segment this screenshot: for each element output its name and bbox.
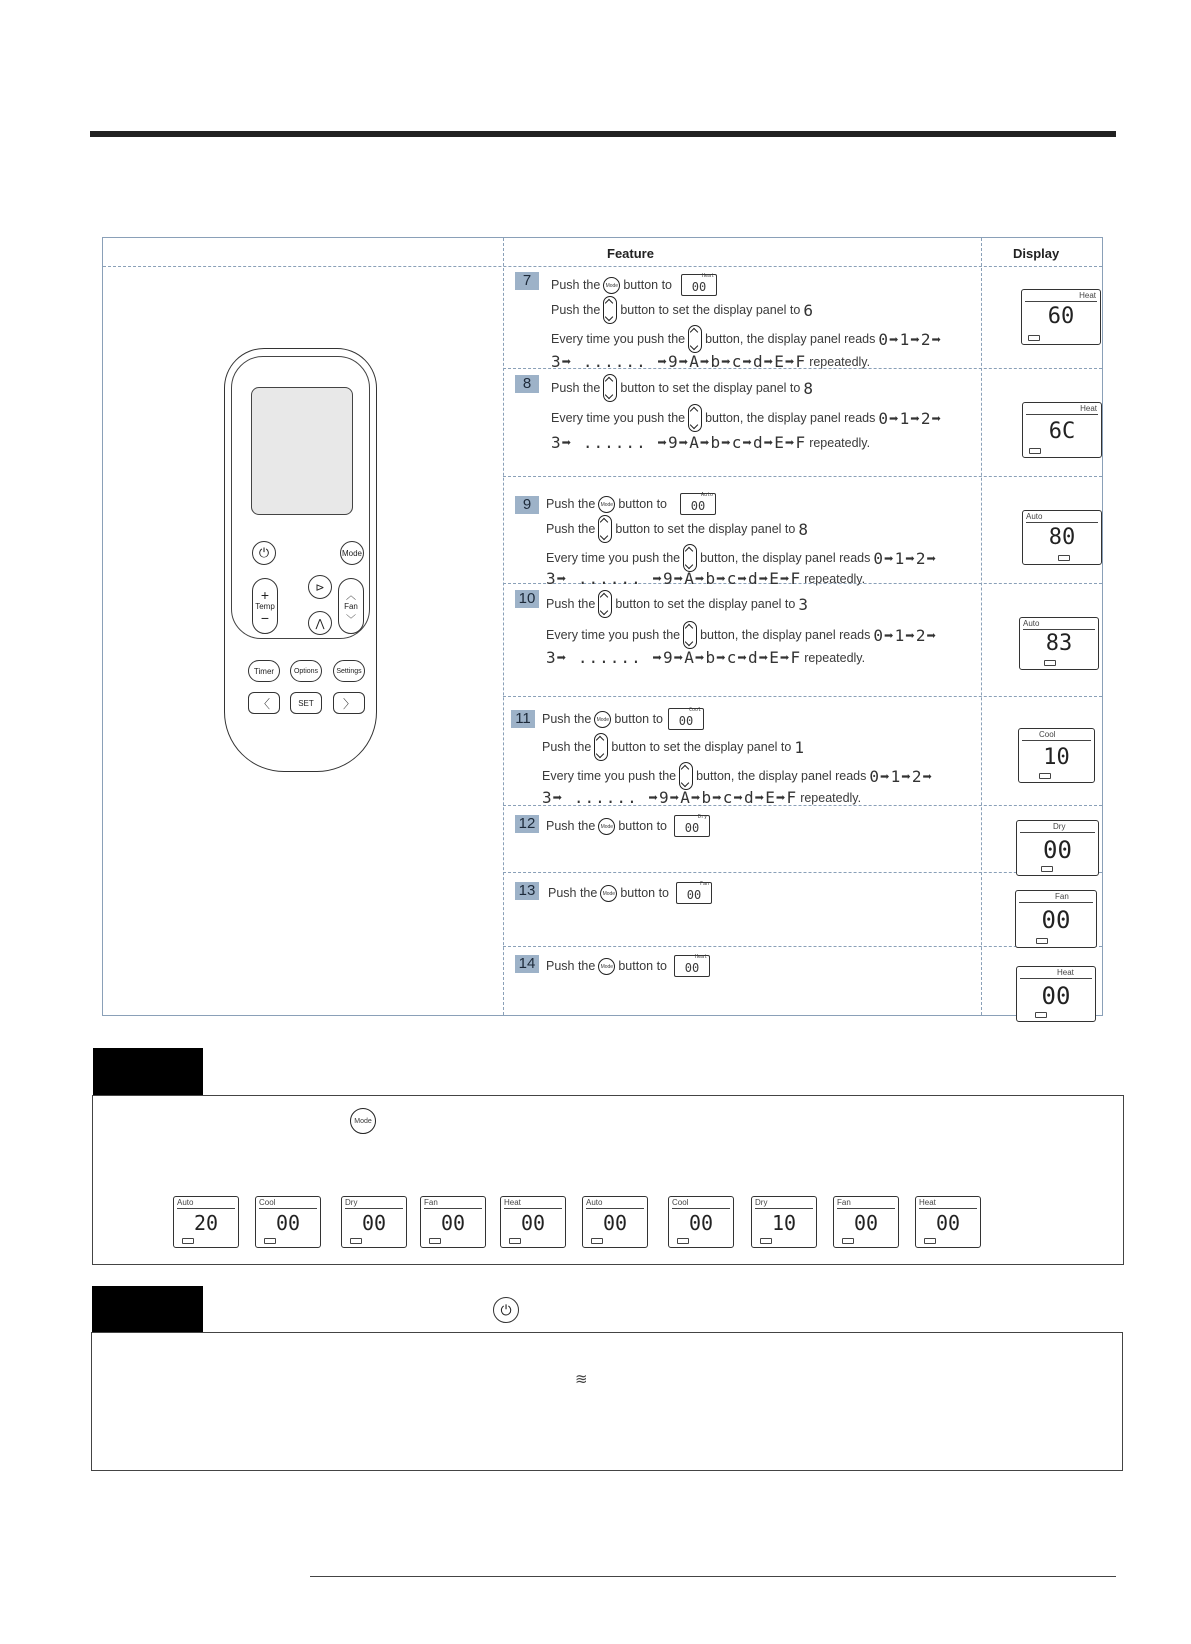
panel-indicator (1044, 660, 1056, 666)
mini-display (676, 882, 712, 904)
text: Push the (546, 819, 596, 833)
panel-value: 00 (1041, 906, 1071, 934)
text: Push the (542, 740, 592, 754)
temp-rocker[interactable] (252, 578, 278, 634)
step-line (546, 648, 865, 667)
fan-label: Fan (344, 601, 358, 611)
sequence: 3➡ ...... ➡9➡A➡b➡c➡d➡E➡F (546, 569, 802, 588)
panel-mode-label: Dry (755, 1198, 768, 1207)
step-number: 9 (515, 496, 539, 514)
display-panel (1015, 890, 1097, 948)
mini-display (680, 493, 716, 515)
panel-indicator (182, 1238, 194, 1244)
mini-display-value: 00 (691, 280, 707, 294)
step-number: 8 (515, 375, 539, 393)
mode-button-icon: Mode (600, 885, 617, 902)
text: Push the (546, 497, 596, 511)
chevron-left-icon: 〈 (257, 696, 270, 711)
step-line (546, 515, 809, 543)
panel-value: 00 (361, 1211, 387, 1235)
text: Push the (546, 959, 596, 973)
text: button to (618, 819, 667, 833)
text: Push the (546, 522, 596, 536)
step-line (551, 296, 814, 324)
text: button to (623, 278, 672, 292)
step-number: 11 (511, 710, 535, 728)
fan-button-icon (598, 515, 612, 543)
panel-value: 00 (602, 1211, 628, 1235)
fan-button-icon (603, 296, 617, 324)
step-number: 12 (515, 815, 539, 833)
panel-indicator (429, 1238, 441, 1244)
power-icon: ⏻ (493, 1297, 519, 1323)
text: button to (618, 959, 667, 973)
fan-button-icon (598, 590, 612, 618)
mini-display-value: 00 (678, 714, 694, 728)
fan-button-icon (688, 404, 702, 432)
mode-sequence-panel (582, 1196, 648, 1248)
header-feature: Feature (607, 246, 654, 261)
panel-value: 00 (1041, 982, 1071, 1010)
mode-sequence-panel (915, 1196, 981, 1248)
panel-mode-label: Auto (177, 1198, 194, 1207)
panel-mode-label: Fan (424, 1198, 438, 1207)
panel-mode-label: Heat (919, 1198, 936, 1207)
panel-indicator (1041, 866, 1053, 872)
panel-value: 00 (688, 1211, 714, 1235)
chevron-right-icon: 〉 (342, 696, 355, 711)
minus-icon: − (260, 609, 270, 626)
panel-indicator (1036, 938, 1048, 944)
display-panel (1022, 510, 1102, 565)
mini-display-label: Heat (701, 273, 714, 279)
panel-value: 60 (1047, 304, 1075, 329)
step-line (542, 762, 933, 790)
panel-value: 00 (520, 1211, 546, 1235)
text: repeatedly. (804, 571, 866, 586)
text: Every time you push the (546, 551, 681, 565)
fan-button-icon (603, 374, 617, 402)
text: button, the display panel reads (700, 551, 871, 565)
text: button to (614, 712, 663, 726)
section-tab (92, 1286, 203, 1333)
sequence: 0➡1➡2➡ (873, 625, 938, 645)
mini-display-label: Cool (688, 707, 701, 713)
mini-display-value: 00 (686, 888, 702, 902)
mini-display (681, 274, 717, 296)
sequence: 0➡1➡2➡ (878, 329, 943, 349)
row-divider (503, 696, 1102, 697)
header-divider (103, 266, 1102, 267)
mode-sequence-panel (341, 1196, 407, 1248)
left-button[interactable] (248, 692, 280, 714)
mode-sequence-panel (751, 1196, 817, 1248)
fan-button-icon (594, 733, 608, 761)
mini-display (674, 815, 710, 837)
fan-rocker[interactable] (338, 578, 364, 634)
mini-display (668, 708, 704, 730)
panel-value: 00 (440, 1211, 466, 1235)
fan-button-icon (683, 544, 697, 572)
text: Push the (551, 303, 601, 317)
row-divider (503, 476, 1102, 477)
row-divider (503, 872, 1102, 873)
text: repeatedly. (809, 435, 871, 450)
header-bar (90, 131, 1116, 137)
mode-sequence-panel (255, 1196, 321, 1248)
text: Push the (551, 278, 601, 292)
panel-mode-label: Dry (345, 1198, 358, 1207)
section-tab (93, 1048, 203, 1096)
panel-value: 10 (771, 1211, 797, 1235)
text: button to set the display panel to (611, 740, 792, 754)
panel-mode-label: Auto (1026, 512, 1043, 521)
panel-value: 00 (935, 1211, 961, 1235)
step-line (542, 733, 805, 761)
panel-value: 3 (798, 594, 809, 614)
panel-indicator (509, 1238, 521, 1244)
mini-display-label: Fan (699, 881, 709, 887)
panel-mode-label: Fan (837, 1198, 851, 1207)
power-button[interactable]: ⏻ (252, 541, 276, 565)
display-panel (1022, 402, 1102, 458)
panel-mode-label: Heat (1057, 968, 1074, 977)
text: Push the (548, 886, 598, 900)
step-line (551, 404, 942, 432)
step-line (546, 544, 937, 572)
text: Every time you push the (551, 411, 686, 425)
panel-value: 83 (1045, 631, 1073, 656)
text: Every time you push the (546, 628, 681, 642)
panel-value: 00 (853, 1211, 879, 1235)
display-panel (1016, 966, 1096, 1022)
text: button to set the display panel to (615, 522, 796, 536)
mini-display-value: 00 (684, 961, 700, 975)
step-line (551, 274, 717, 296)
step-line (546, 621, 937, 649)
airflow-icon: ≋ (575, 1371, 588, 1388)
panel-mode-label: Cool (1039, 730, 1056, 739)
panel-value: 8 (798, 519, 809, 539)
display-panel (1019, 617, 1099, 670)
text: Push the (551, 381, 601, 395)
remote-screen (251, 387, 353, 515)
panel-value: 1 (794, 737, 805, 757)
mini-display-value: 00 (684, 821, 700, 835)
step-line (548, 882, 712, 904)
panel-indicator (264, 1238, 276, 1244)
sequence: 3➡ ...... ➡9➡A➡b➡c➡d➡E➡F (546, 648, 802, 667)
mode-sequence-panel (668, 1196, 734, 1248)
panel-value: 00 (275, 1211, 301, 1235)
panel-value: 00 (1043, 836, 1072, 864)
panel-indicator (842, 1238, 854, 1244)
table-divider (503, 238, 504, 1015)
text: button to set the display panel to (620, 303, 801, 317)
panel-indicator (591, 1238, 603, 1244)
display-panel (1016, 820, 1099, 876)
panel-value: 10 (1043, 745, 1070, 770)
step-line (546, 955, 710, 977)
panel-mode-label: Heat (1079, 291, 1096, 300)
panel-value: 6C (1048, 419, 1076, 444)
panel-value: 80 (1048, 525, 1076, 550)
panel-mode-label: Auto (586, 1198, 603, 1207)
header-display: Display (1013, 246, 1060, 261)
swing-button[interactable]: ⊳ (308, 575, 332, 599)
panel-indicator (1035, 1012, 1047, 1018)
mini-display-value: 00 (690, 499, 706, 513)
sequence: 3➡ ...... ➡9➡A➡b➡c➡d➡E➡F (542, 788, 798, 807)
step-line (546, 569, 865, 588)
text: repeatedly. (804, 650, 866, 665)
panel-mode-label: Cool (672, 1198, 689, 1207)
step-number: 13 (515, 882, 539, 900)
airflow-button[interactable]: ⋀ (308, 611, 332, 635)
text: button to set the display panel to (620, 381, 801, 395)
panel-mode-label: Heat (504, 1198, 521, 1207)
mode-sequence-panel (833, 1196, 899, 1248)
mini-display (674, 955, 710, 977)
text: button, the display panel reads (696, 769, 867, 783)
mini-display-label: Auto (700, 492, 713, 498)
mini-display-label: Dry (697, 814, 707, 820)
text: button, the display panel reads (705, 411, 876, 425)
step-line (542, 708, 704, 730)
sequence: 0➡1➡2➡ (878, 408, 943, 428)
text: button, the display panel reads (705, 332, 876, 346)
step-line (542, 788, 861, 807)
panel-mode-label: Auto (1023, 619, 1040, 628)
row-divider (503, 946, 1102, 947)
mode-sequence-panel (420, 1196, 486, 1248)
panel-indicator (677, 1238, 689, 1244)
step-line (551, 433, 870, 452)
mode-button-icon: Mode (603, 277, 620, 294)
fan-button-icon (683, 621, 697, 649)
step-line (551, 352, 870, 371)
fan-button-icon (679, 762, 693, 790)
mode-button-icon: Mode (598, 958, 615, 975)
text: repeatedly. (800, 790, 862, 805)
panel-indicator (1058, 555, 1070, 561)
panel-mode-label: Dry (1053, 822, 1066, 831)
mode-sequence-panel (500, 1196, 566, 1248)
options-button[interactable]: Options (290, 660, 322, 682)
sequence: 3➡ ...... ➡9➡A➡b➡c➡d➡E➡F (551, 352, 807, 371)
chevron-down-icon: ﹀ (346, 614, 356, 626)
step-number: 14 (515, 955, 539, 973)
mode-button-icon: Mode (350, 1108, 376, 1134)
text: button to set the display panel to (615, 597, 796, 611)
chevron-up-icon: ︿ (346, 590, 356, 602)
panel-value: 20 (193, 1211, 219, 1235)
power-section (91, 1332, 1123, 1471)
text: Every time you push the (542, 769, 677, 783)
sequence: 0➡1➡2➡ (869, 766, 934, 786)
step-line (546, 493, 716, 515)
text: Push the (546, 597, 596, 611)
table-divider (981, 238, 982, 1015)
step-line (551, 374, 814, 402)
temp-label: Temp (255, 601, 275, 611)
panel-indicator (760, 1238, 772, 1244)
mode-button-icon: Mode (598, 818, 615, 835)
text: button, the display panel reads (700, 628, 871, 642)
mode-button-icon: Mode (598, 496, 615, 513)
mode-button[interactable]: Mode (340, 541, 364, 565)
panel-indicator (1029, 448, 1041, 454)
panel-mode-label: Fan (1055, 892, 1069, 901)
plus-icon: + (260, 586, 270, 603)
panel-indicator (350, 1238, 362, 1244)
footer-rule (310, 1576, 1116, 1577)
mini-display-label: Heat (694, 954, 707, 960)
step-line (546, 590, 809, 618)
sequence: 3➡ ...... ➡9➡A➡b➡c➡d➡E➡F (551, 433, 807, 452)
panel-indicator (1028, 335, 1040, 341)
step-line (546, 815, 710, 837)
step-number: 7 (515, 272, 539, 290)
panel-mode-label: Cool (259, 1198, 276, 1207)
step-line (551, 325, 942, 353)
display-panel (1021, 289, 1101, 345)
step-number: 10 (515, 590, 539, 608)
mode-button-icon: Mode (594, 711, 611, 728)
panel-indicator (1039, 773, 1051, 779)
timer-button[interactable]: Timer (248, 660, 280, 682)
panel-indicator (924, 1238, 936, 1244)
panel-mode-label: Heat (1080, 404, 1097, 413)
text: button to (618, 497, 667, 511)
mode-sequence-panel (173, 1196, 239, 1248)
panel-value: 6 (803, 300, 814, 320)
display-panel (1018, 728, 1095, 783)
text: Every time you push the (551, 332, 686, 346)
fan-button-icon (688, 325, 702, 353)
set-button[interactable]: SET (290, 692, 322, 714)
text: Push the (542, 712, 592, 726)
text: button to (620, 886, 669, 900)
text: repeatedly. (809, 354, 871, 369)
settings-button[interactable]: Settings (333, 660, 365, 682)
sequence: 0➡1➡2➡ (873, 548, 938, 568)
right-button[interactable] (333, 692, 365, 714)
panel-value: 8 (803, 378, 814, 398)
